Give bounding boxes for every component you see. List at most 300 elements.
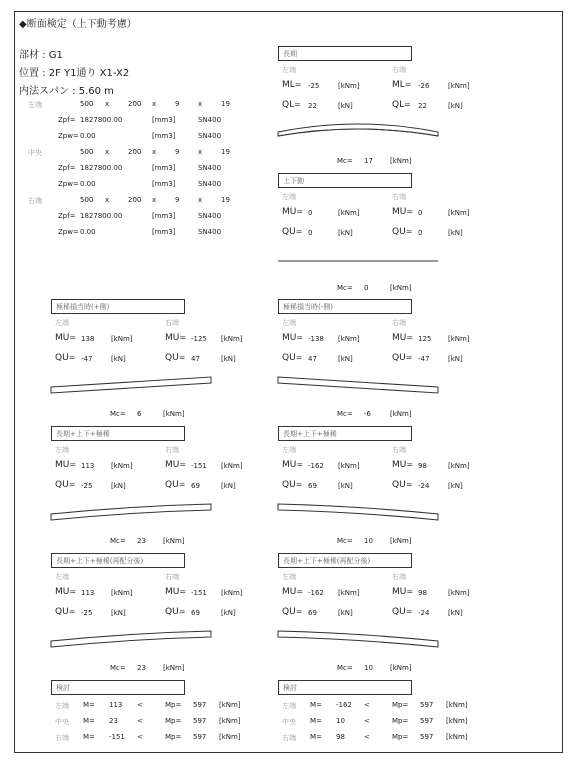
moment-diagram xyxy=(278,373,440,403)
member-name: 部材 : G1 xyxy=(19,50,63,61)
section-x: x xyxy=(152,100,157,108)
moment-value-right: -26 xyxy=(418,82,430,90)
steel-grade: SN400 xyxy=(198,212,222,220)
symbol-letter: Q xyxy=(282,353,290,363)
symbol-subscript: U xyxy=(399,460,407,470)
symbol-equals: = xyxy=(406,207,414,216)
symbol-equals: = xyxy=(294,100,301,109)
moment-symbol-left xyxy=(282,587,303,597)
symbol-subscript: U xyxy=(172,480,179,490)
zpw-value: 0.00 xyxy=(80,180,96,188)
mc-value: 6 xyxy=(137,410,142,418)
right-end-label: 右端 xyxy=(165,319,179,327)
moment-symbol-left xyxy=(282,207,303,217)
check-position: 中央 xyxy=(282,718,296,726)
shear-value-right: -24 xyxy=(418,609,430,617)
check-m-label: M= xyxy=(83,701,95,709)
moment-value-left: -138 xyxy=(308,335,324,343)
check-mp-label: Mp= xyxy=(392,717,409,725)
check-mp-value: 597 xyxy=(420,733,434,741)
symbol-letter: Q xyxy=(392,100,400,110)
symbol-letter: Q xyxy=(392,353,400,363)
symbol-subscript: U xyxy=(62,607,69,617)
symbol-letter: M xyxy=(392,333,400,343)
moment-diagram xyxy=(51,500,213,530)
zpw-unit: [mm3] xyxy=(152,228,176,236)
symbol-letter: Q xyxy=(392,607,400,617)
moment-unit-left: [kNm] xyxy=(338,462,360,470)
symbol-subscript: L xyxy=(399,100,405,110)
symbol-equals: = xyxy=(68,480,76,489)
symbol-subscript: U xyxy=(62,460,70,470)
section-position: 中央 xyxy=(28,149,42,157)
mc-value: 23 xyxy=(137,664,146,672)
symbol-subscript: U xyxy=(289,480,296,490)
check-mp-value: 597 xyxy=(420,701,434,709)
mc-value: 10 xyxy=(364,537,373,545)
symbol-equals: = xyxy=(69,333,77,342)
symbol-equals: = xyxy=(69,460,77,469)
symbol-subscript: U xyxy=(289,207,297,217)
moment-diagram xyxy=(51,627,213,657)
symbol-equals: = xyxy=(296,207,304,216)
mc-label: Mc= xyxy=(110,664,126,672)
moment-symbol-right xyxy=(392,207,413,217)
check-position: 左端 xyxy=(282,702,296,710)
mc-label: Mc= xyxy=(337,410,353,418)
shear-value-right: 69 xyxy=(191,609,200,617)
shear-unit-right: [kN] xyxy=(448,355,463,363)
shear-symbol-right xyxy=(392,607,412,617)
moment-diagram xyxy=(278,247,440,277)
steel-grade: SN400 xyxy=(198,132,222,140)
shear-symbol-left xyxy=(282,227,302,237)
symbol-letter: M xyxy=(392,587,400,597)
case-title: 極稀損当時(+側) xyxy=(56,303,110,311)
case-title-box xyxy=(278,173,412,188)
section-x: x xyxy=(198,196,203,204)
symbol-equals: = xyxy=(296,333,304,342)
moment-unit-right: [kNm] xyxy=(448,335,470,343)
shear-unit-right: [kN] xyxy=(448,482,463,490)
section-x: x xyxy=(198,148,203,156)
case-title: 極稀損当時(-側) xyxy=(283,303,333,311)
moment-unit-right: [kNm] xyxy=(448,462,470,470)
mc-unit: [kNm] xyxy=(390,537,412,545)
case-title-box xyxy=(51,299,185,314)
right-end-label: 右端 xyxy=(392,66,406,74)
symbol-equals: = xyxy=(179,587,187,596)
symbol-equals: = xyxy=(295,607,303,616)
left-end-label: 左端 xyxy=(282,573,296,581)
symbol-subscript: U xyxy=(289,587,297,597)
case-title: 長期+上下+極稀 xyxy=(283,430,337,438)
symbol-letter: Q xyxy=(392,227,400,237)
moment-unit-right: [kNm] xyxy=(221,335,243,343)
left-end-label: 左端 xyxy=(282,66,296,74)
symbol-letter: Q xyxy=(282,480,290,490)
symbol-subscript: L xyxy=(399,80,405,90)
check-position: 中央 xyxy=(55,718,69,726)
symbol-equals: = xyxy=(295,480,303,489)
shear-value-left: 47 xyxy=(308,355,317,363)
section-x: x xyxy=(198,100,203,108)
shear-symbol-left xyxy=(282,480,302,490)
zpf-unit: [mm3] xyxy=(152,116,176,124)
shear-symbol-right xyxy=(165,353,185,363)
moment-value-left: 113 xyxy=(81,589,95,597)
shear-value-left: 22 xyxy=(308,102,317,110)
right-end-label: 右端 xyxy=(392,319,406,327)
check-title: 検討 xyxy=(283,684,297,692)
symbol-letter: Q xyxy=(55,480,63,490)
moment-value-right: 98 xyxy=(418,462,427,470)
right-end-label: 右端 xyxy=(392,573,406,581)
moment-unit-left: [kNm] xyxy=(111,589,133,597)
moment-unit-left: [kNm] xyxy=(111,462,133,470)
moment-value-right: -151 xyxy=(191,589,207,597)
shear-symbol-left xyxy=(55,607,75,617)
moment-symbol-right xyxy=(392,587,413,597)
moment-unit-right: [kNm] xyxy=(221,589,243,597)
symbol-letter: M xyxy=(282,333,290,343)
check-m-label: M= xyxy=(83,733,95,741)
symbol-equals: = xyxy=(68,607,76,616)
shear-unit-left: [kN] xyxy=(338,609,353,617)
case-title-box xyxy=(51,553,185,568)
symbol-subscript: U xyxy=(289,227,296,237)
shear-symbol-right xyxy=(165,480,185,490)
symbol-equals: = xyxy=(295,353,303,362)
check-mp-value: 597 xyxy=(193,733,207,741)
zpf-value: 1827800.00 xyxy=(80,116,123,124)
symbol-subscript: U xyxy=(289,333,297,343)
shear-symbol-right xyxy=(165,607,185,617)
symbol-subscript: U xyxy=(62,333,70,343)
check-m-value: 23 xyxy=(109,717,118,725)
left-end-label: 左端 xyxy=(55,446,69,454)
symbol-subscript: U xyxy=(289,607,296,617)
right-end-label: 右端 xyxy=(392,193,406,201)
shear-unit-left: [kN] xyxy=(111,355,126,363)
shear-unit-left: [kN] xyxy=(338,355,353,363)
moment-curve xyxy=(278,124,438,136)
check-mp-label: Mp= xyxy=(392,733,409,741)
symbol-letter: M xyxy=(392,460,400,470)
moment-symbol-right xyxy=(165,333,186,343)
symbol-letter: M xyxy=(282,460,290,470)
moment-value-right: -151 xyxy=(191,462,207,470)
mc-value: 0 xyxy=(364,284,369,292)
moment-value-left: 138 xyxy=(81,335,95,343)
symbol-equals: = xyxy=(296,460,304,469)
check-title-box xyxy=(51,680,185,695)
zpw-label: Zpw= xyxy=(58,228,79,236)
symbol-subscript: U xyxy=(172,353,179,363)
shear-unit-right: [kN] xyxy=(221,609,236,617)
symbol-equals: = xyxy=(69,587,77,596)
symbol-equals: = xyxy=(178,480,186,489)
left-end-label: 左端 xyxy=(282,193,296,201)
symbol-letter: M xyxy=(282,207,290,217)
moment-unit-left: [kNm] xyxy=(111,335,133,343)
mc-unit: [kNm] xyxy=(163,410,185,418)
symbol-subscript: U xyxy=(62,480,69,490)
check-mp-label: Mp= xyxy=(165,701,182,709)
symbol-letter: Q xyxy=(282,100,290,110)
moment-symbol-left xyxy=(282,460,303,470)
section-tf: 19 xyxy=(221,100,230,108)
case-title: 長期+上下+極稀(再配分後) xyxy=(56,557,144,565)
zpf-label: Zpf= xyxy=(58,116,76,124)
check-title-box xyxy=(278,680,412,695)
left-end-label: 左端 xyxy=(282,446,296,454)
steel-grade: SN400 xyxy=(198,180,222,188)
zpf-label: Zpf= xyxy=(58,212,76,220)
mc-value: -6 xyxy=(364,410,371,418)
symbol-letter: Q xyxy=(392,480,400,490)
moment-unit-right: [kNm] xyxy=(448,82,470,90)
case-title-box xyxy=(278,299,412,314)
moment-unit-left: [kNm] xyxy=(338,589,360,597)
symbol-letter: Q xyxy=(55,353,63,363)
moment-trapezoid xyxy=(278,377,438,393)
check-unit: [kNm] xyxy=(446,701,468,709)
section-x: x xyxy=(152,148,157,156)
check-lt: < xyxy=(137,701,143,709)
shear-value-right: 69 xyxy=(191,482,200,490)
zpw-label: Zpw= xyxy=(58,180,79,188)
left-end-label: 左端 xyxy=(55,573,69,581)
section-tf: 19 xyxy=(221,196,230,204)
moment-value-right: 0 xyxy=(418,209,423,217)
section-position: 右端 xyxy=(28,197,42,205)
symbol-subscript: U xyxy=(62,587,70,597)
moment-symbol-right xyxy=(392,460,413,470)
moment-value-right: 98 xyxy=(418,589,427,597)
moment-unit-left: [kNm] xyxy=(338,82,360,90)
symbol-equals: = xyxy=(406,460,414,469)
shear-unit-right: [kN] xyxy=(448,609,463,617)
symbol-equals: = xyxy=(295,227,303,236)
shear-unit-right: [kN] xyxy=(448,229,463,237)
section-b: 200 xyxy=(128,148,142,156)
check-m-value: 98 xyxy=(336,733,345,741)
moment-symbol-left xyxy=(282,333,303,343)
shear-value-right: 0 xyxy=(418,229,423,237)
symbol-equals: = xyxy=(405,227,413,236)
symbol-equals: = xyxy=(178,353,186,362)
steel-grade: SN400 xyxy=(198,164,222,172)
moment-unit-right: [kNm] xyxy=(221,462,243,470)
check-unit: [kNm] xyxy=(446,733,468,741)
shear-value-left: 69 xyxy=(308,482,317,490)
check-m-value: 10 xyxy=(336,717,345,725)
moment-curve xyxy=(51,504,211,520)
check-position: 左端 xyxy=(55,702,69,710)
symbol-subscript: U xyxy=(172,587,180,597)
moment-unit-left: [kNm] xyxy=(338,335,360,343)
symbol-letter: M xyxy=(392,207,400,217)
shear-symbol-right xyxy=(392,100,411,110)
case-title: 上下動 xyxy=(283,177,304,185)
right-end-label: 右端 xyxy=(165,446,179,454)
zpw-unit: [mm3] xyxy=(152,180,176,188)
symbol-subscript: U xyxy=(399,227,406,237)
shear-symbol-left xyxy=(282,100,301,110)
shear-symbol-left xyxy=(55,480,75,490)
mc-unit: [kNm] xyxy=(163,537,185,545)
symbol-letter: M xyxy=(392,80,400,90)
section-h: 500 xyxy=(80,196,94,204)
zpw-label: Zpw= xyxy=(58,132,79,140)
moment-curve xyxy=(51,631,211,647)
zpf-value: 1827800.00 xyxy=(80,212,123,220)
section-x: x xyxy=(152,196,157,204)
check-m-label: M= xyxy=(310,717,322,725)
check-mp-label: Mp= xyxy=(165,717,182,725)
shear-unit-left: [kN] xyxy=(111,482,126,490)
symbol-letter: M xyxy=(165,587,173,597)
right-end-label: 右端 xyxy=(392,446,406,454)
shear-value-right: 47 xyxy=(191,355,200,363)
shear-unit-right: [kN] xyxy=(448,102,463,110)
check-lt: < xyxy=(364,717,370,725)
shear-value-left: 0 xyxy=(308,229,313,237)
moment-symbol-left xyxy=(282,80,301,90)
check-title: 検討 xyxy=(56,684,70,692)
zpw-value: 0.00 xyxy=(80,132,96,140)
symbol-subscript: L xyxy=(289,80,295,90)
section-h: 500 xyxy=(80,148,94,156)
symbol-subscript: U xyxy=(289,353,296,363)
moment-symbol-left xyxy=(55,333,76,343)
moment-value-right: 125 xyxy=(418,335,432,343)
check-mp-label: Mp= xyxy=(165,733,182,741)
check-unit: [kNm] xyxy=(219,717,241,725)
symbol-letter: M xyxy=(165,333,173,343)
section-x: x xyxy=(105,196,110,204)
check-lt: < xyxy=(364,701,370,709)
zpf-unit: [mm3] xyxy=(152,164,176,172)
symbol-subscript: U xyxy=(172,607,179,617)
moment-unit-left: [kNm] xyxy=(338,209,360,217)
shear-value-left: -47 xyxy=(81,355,93,363)
moment-curve xyxy=(278,631,438,647)
mc-value: 23 xyxy=(137,537,146,545)
right-end-label: 右端 xyxy=(165,573,179,581)
moment-symbol-right xyxy=(165,460,186,470)
symbol-equals: = xyxy=(294,80,302,89)
moment-symbol-left xyxy=(55,460,76,470)
symbol-equals: = xyxy=(405,607,413,616)
symbol-letter: Q xyxy=(165,353,173,363)
mc-value: 10 xyxy=(364,664,373,672)
symbol-letter: M xyxy=(282,587,290,597)
moment-value-left: 0 xyxy=(308,209,313,217)
shear-symbol-right xyxy=(392,480,412,490)
moment-diagram xyxy=(278,627,440,657)
page-title: ◆断面検定（上下動考慮） xyxy=(19,19,137,30)
section-position: 左端 xyxy=(28,101,42,109)
zpf-unit: [mm3] xyxy=(152,212,176,220)
check-position: 右端 xyxy=(55,734,69,742)
shear-value-right: -24 xyxy=(418,482,430,490)
section-tw: 9 xyxy=(175,100,180,108)
symbol-letter: M xyxy=(55,587,63,597)
case-title: 長期+上下+極稀(再配分後) xyxy=(283,557,371,565)
symbol-letter: Q xyxy=(282,227,290,237)
moment-diagram xyxy=(51,373,213,403)
check-m-label: M= xyxy=(310,733,322,741)
symbol-letter: M xyxy=(55,333,63,343)
steel-grade: SN400 xyxy=(198,116,222,124)
moment-value-left: -25 xyxy=(308,82,320,90)
symbol-equals: = xyxy=(68,353,76,362)
shear-symbol-left xyxy=(282,353,302,363)
mc-label: Mc= xyxy=(337,157,353,165)
check-m-label: M= xyxy=(310,701,322,709)
check-position: 右端 xyxy=(282,734,296,742)
symbol-subscript: U xyxy=(399,587,407,597)
moment-curve xyxy=(278,504,438,520)
symbol-equals: = xyxy=(406,333,414,342)
symbol-equals: = xyxy=(178,607,186,616)
mc-unit: [kNm] xyxy=(163,664,185,672)
symbol-equals: = xyxy=(406,587,414,596)
symbol-letter: M xyxy=(55,460,63,470)
shear-unit-left: [kN] xyxy=(338,102,353,110)
shear-value-left: -25 xyxy=(81,482,93,490)
symbol-letter: Q xyxy=(165,480,173,490)
section-x: x xyxy=(105,100,110,108)
symbol-letter: Q xyxy=(165,607,173,617)
symbol-subscript: U xyxy=(399,607,406,617)
section-x: x xyxy=(105,148,110,156)
member-span: 内法スパン : 5.60 m xyxy=(19,86,114,97)
zpf-value: 1827800.00 xyxy=(80,164,123,172)
check-m-value: 113 xyxy=(109,701,123,709)
symbol-subscript: U xyxy=(399,207,407,217)
shear-unit-right: [kN] xyxy=(221,482,236,490)
symbol-equals: = xyxy=(405,353,413,362)
symbol-subscript: U xyxy=(172,460,180,470)
check-mp-label: Mp= xyxy=(392,701,409,709)
mc-label: Mc= xyxy=(337,284,353,292)
mc-label: Mc= xyxy=(110,410,126,418)
section-tw: 9 xyxy=(175,148,180,156)
shear-symbol-left xyxy=(282,607,302,617)
symbol-subscript: U xyxy=(399,333,407,343)
mc-label: Mc= xyxy=(337,664,353,672)
section-h: 500 xyxy=(80,100,94,108)
shear-symbol-right xyxy=(392,227,412,237)
moment-unit-right: [kNm] xyxy=(448,209,470,217)
check-lt: < xyxy=(364,733,370,741)
symbol-equals: = xyxy=(179,333,187,342)
moment-baseline xyxy=(278,129,438,136)
symbol-subscript: U xyxy=(399,480,406,490)
symbol-letter: M xyxy=(282,80,290,90)
moment-diagram xyxy=(278,500,440,530)
symbol-equals: = xyxy=(404,100,411,109)
section-tw: 9 xyxy=(175,196,180,204)
check-m-value: -151 xyxy=(109,733,125,741)
moment-value-left: -162 xyxy=(308,589,324,597)
check-lt: < xyxy=(137,733,143,741)
zpw-unit: [mm3] xyxy=(152,132,176,140)
mc-value: 17 xyxy=(364,157,373,165)
